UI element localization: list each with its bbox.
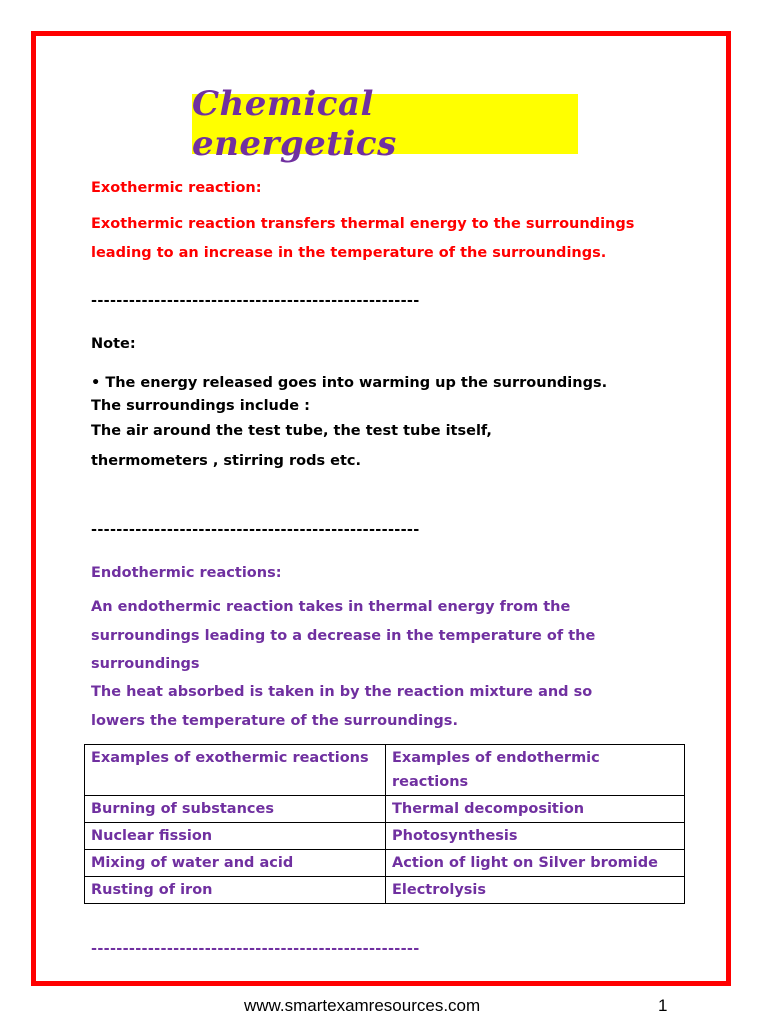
table-cell: Burning of substances [85, 796, 386, 823]
divider-2: ---------------------------------------------------- [91, 522, 420, 538]
table-row [85, 850, 685, 877]
table-row [85, 796, 685, 823]
table-cell: Rusting of iron [85, 877, 386, 904]
table-cell: Thermal decomposition [386, 796, 685, 823]
footer-page-number: 1 [658, 996, 668, 1015]
endothermic-line-5: lowers the temperature of the surroundings. [91, 713, 458, 729]
table-row [85, 823, 685, 850]
endothermic-line-3: surroundings [91, 656, 200, 672]
table-header-endothermic: Examples of endothermic reactions [386, 745, 685, 796]
page-title: Chemical energetics [192, 84, 397, 164]
footer-website: www.smartexamresources.com [244, 996, 481, 1015]
table-cell: Mixing of water and acid [85, 850, 386, 877]
table-cell: Photosynthesis [386, 823, 685, 850]
title-banner [192, 84, 578, 164]
note-line-4: thermometers , stirring rods etc. [91, 453, 361, 469]
examples-table [84, 744, 685, 904]
exothermic-heading: Exothermic reaction: [91, 180, 262, 196]
table-header-row [85, 745, 685, 796]
note-line-1: • The energy released goes into warming up the surroundings. [91, 375, 608, 391]
table-header-exothermic: Examples of exothermic reactions [85, 745, 386, 796]
note-line-3: The air around the test tube, the test tube itself, [91, 423, 492, 439]
table-cell: Electrolysis [386, 877, 685, 904]
note-line-2: The surroundings include : [91, 398, 310, 414]
divider-3: ---------------------------------------------------- [91, 941, 420, 957]
table-cell: Action of light on Silver bromide [386, 850, 685, 877]
endothermic-line-4: The heat absorbed is taken in by the reaction mixture and so [91, 684, 593, 700]
exothermic-line-1: Exothermic reaction transfers thermal energy to the surroundings [91, 216, 635, 232]
note-heading: Note: [91, 336, 136, 352]
divider-1: ---------------------------------------------------- [91, 293, 420, 309]
endothermic-line-2: surroundings leading to a decrease in the temperature of the [91, 628, 596, 644]
exothermic-line-2: leading to an increase in the temperature of the surroundings. [91, 245, 607, 261]
endothermic-line-1: An endothermic reaction takes in thermal energy from the [91, 599, 571, 615]
table-cell: Nuclear fission [85, 823, 386, 850]
endothermic-heading: Endothermic reactions: [91, 565, 282, 581]
table-row [85, 877, 685, 904]
